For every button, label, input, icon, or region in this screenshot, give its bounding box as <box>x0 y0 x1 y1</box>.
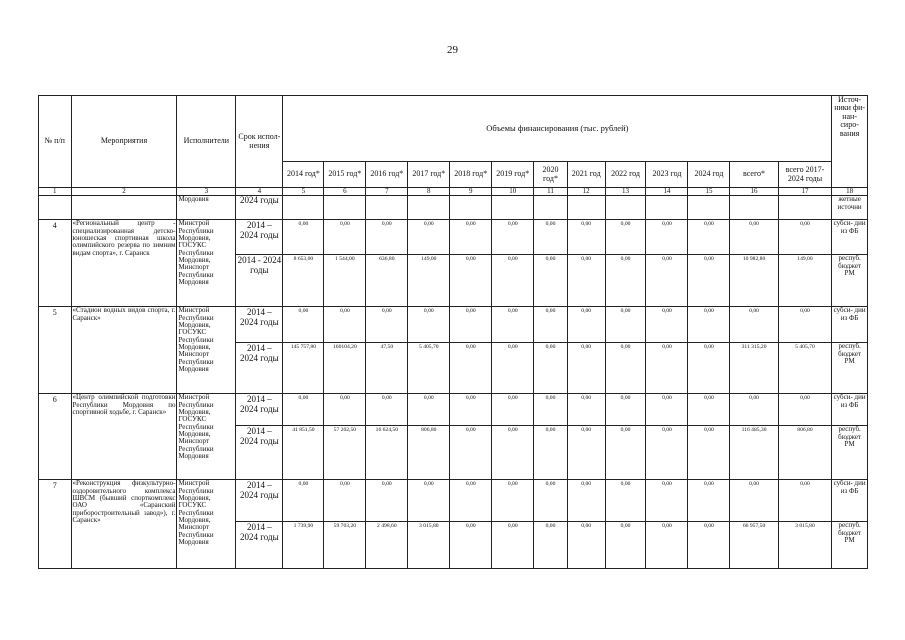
event-name: «Центр олимпийской подготовки Республики Мордовия по спортивной ходьбе, г. Саранск» <box>71 394 177 480</box>
financing-value: 0,00 <box>492 220 534 255</box>
financing-value: 0,00 <box>646 522 688 569</box>
column-number: 5 <box>283 188 324 196</box>
financing-value: 116 485,30 <box>730 426 778 480</box>
financing-value: 806,80 <box>408 426 450 480</box>
financing-value: 0,00 <box>605 255 646 307</box>
financing-value: 0,00 <box>605 480 646 522</box>
header-year: 2017 год* <box>408 162 450 188</box>
header-volumes: Объемы финансирования (тыс. рублей) <box>283 96 832 162</box>
financing-value: 0,00 <box>366 394 408 426</box>
financing-value: 0,00 <box>408 394 450 426</box>
financing-value: 0,00 <box>567 394 605 426</box>
financing-value: 0,00 <box>450 307 492 343</box>
financing-value: 0,00 <box>492 480 534 522</box>
continuation-source: жетные источни <box>832 196 868 220</box>
header-year: 2023 год <box>646 162 688 188</box>
financing-value: 1 739,90 <box>283 522 324 569</box>
header-term: Срок испол- нения <box>236 96 283 188</box>
continuation-term: 2024 годы <box>236 196 283 220</box>
continuation-executor: Мордовия <box>177 196 236 220</box>
financing-value: 0,00 <box>605 220 646 255</box>
executor: Минстрой Республики Мордовия, ГОСУКС Республики Мордовия, Минспорт Республики Мордовия <box>177 394 236 480</box>
funding-source: субси- дии из ФБ <box>832 394 868 426</box>
financing-value: 0,00 <box>408 220 450 255</box>
header-year: 2018 год* <box>450 162 492 188</box>
column-number: 14 <box>646 188 688 196</box>
financing-value: 0,00 <box>688 343 730 394</box>
column-number: 7 <box>366 188 408 196</box>
financing-value: 0,00 <box>730 394 778 426</box>
financing-value: 0,00 <box>778 394 832 426</box>
column-number: 11 <box>534 188 568 196</box>
column-number: 9 <box>450 188 492 196</box>
financing-value: 0,00 <box>567 220 605 255</box>
financing-value: 145 757,80 <box>283 343 324 394</box>
financing-value: 66 957,50 <box>730 522 778 569</box>
financing-value: 0,00 <box>605 307 646 343</box>
column-number: 8 <box>408 188 450 196</box>
column-number: 6 <box>324 188 366 196</box>
table-row <box>39 307 868 343</box>
financing-value: 0,00 <box>646 426 688 480</box>
financing-value: 41 851,50 <box>283 426 324 480</box>
financing-value: 0,00 <box>450 220 492 255</box>
financing-value: 311 315,20 <box>730 343 778 394</box>
financing-value: 2 498,60 <box>366 522 408 569</box>
funding-source: респуб. бюджет РМ <box>832 343 868 394</box>
funding-source: респуб. бюджет РМ <box>832 522 868 569</box>
column-number: 16 <box>730 188 778 196</box>
column-number: 2 <box>71 188 177 196</box>
header-year: 2021 год <box>567 162 605 188</box>
financing-value: 5 405,70 <box>778 343 832 394</box>
financing-value: 0,00 <box>567 343 605 394</box>
financing-value: 0,00 <box>366 480 408 522</box>
financing-value: 0,00 <box>492 307 534 343</box>
financing-value: 0,00 <box>567 480 605 522</box>
header-year: всего 2017- 2024 годы <box>778 162 832 188</box>
term: 2014 – 2024 годы <box>236 522 283 569</box>
financing-value: 3 015,80 <box>778 522 832 569</box>
financing-value: 0,00 <box>567 255 605 307</box>
financing-value: 0,00 <box>450 255 492 307</box>
column-number: 3 <box>177 188 236 196</box>
term: 2014 – 2024 годы <box>236 220 283 255</box>
term: 2014 – 2024 годы <box>236 426 283 480</box>
financing-value: 0,00 <box>778 307 832 343</box>
financing-value: 0,00 <box>324 394 366 426</box>
funding-source: субси- дии из ФБ <box>832 220 868 255</box>
financing-value: 8 653,00 <box>283 255 324 307</box>
financing-value: 0,00 <box>450 343 492 394</box>
financing-value: 0,00 <box>534 480 568 522</box>
event-name: «Стадион водных видов спорта, г. Саранск» <box>71 307 177 394</box>
column-number: 13 <box>605 188 646 196</box>
header-year: всего* <box>730 162 778 188</box>
financing-value: 0,00 <box>605 394 646 426</box>
financing-value: 0,00 <box>534 220 568 255</box>
financing-value: 5 405,70 <box>408 343 450 394</box>
executor: Минстрой Республики Мордовия, ГОСУКС Республики Мордовия, Минспорт Республики Мордовия <box>177 480 236 569</box>
financing-value: 10 982,80 <box>730 255 778 307</box>
financing-value: 0,00 <box>450 394 492 426</box>
term: 2014 – 2024 годы <box>236 394 283 426</box>
financing-value: 0,00 <box>646 255 688 307</box>
financing-value: 149,00 <box>408 255 450 307</box>
header-executors: Исполнители <box>177 96 236 188</box>
table-row <box>39 480 868 522</box>
financing-value: 806,80 <box>778 426 832 480</box>
financing-value: 160104,20 <box>324 343 366 394</box>
table-row <box>39 394 868 426</box>
financing-value: 0,00 <box>646 220 688 255</box>
financing-value: 0,00 <box>324 480 366 522</box>
column-number-row <box>39 188 868 196</box>
financing-value: 0,00 <box>366 307 408 343</box>
financing-value: 0,00 <box>450 426 492 480</box>
financing-value: 0,00 <box>688 307 730 343</box>
financing-value: 0,00 <box>688 522 730 569</box>
funding-source: субси- дии из ФБ <box>832 307 868 343</box>
row-number: 6 <box>39 394 72 480</box>
column-number: 4 <box>236 188 283 196</box>
financing-value: 57 202,50 <box>324 426 366 480</box>
financing-value: 0,00 <box>730 220 778 255</box>
header-row <box>39 96 868 162</box>
header-year: 2022 год <box>605 162 646 188</box>
funding-source: респуб. бюджет РМ <box>832 426 868 480</box>
financing-value: 0,00 <box>646 307 688 343</box>
header-year: 2020 год* <box>534 162 568 188</box>
financing-value: 0,00 <box>283 307 324 343</box>
financing-value: 0,00 <box>688 255 730 307</box>
funding-source: респуб. бюджет РМ <box>832 255 868 307</box>
financing-value: 59 703,20 <box>324 522 366 569</box>
financing-value: 0,00 <box>688 480 730 522</box>
financing-value: 0,00 <box>567 522 605 569</box>
financing-value: 0,00 <box>646 343 688 394</box>
header-sources: Источ- ники фи- нан- сиро- вания <box>832 96 868 188</box>
executor: Минстрой Республики Мордовия, ГОСУКС Республики Мордовия, Минспорт Республики Мордовия <box>177 307 236 394</box>
financing-table <box>38 95 868 569</box>
financing-value: 0,00 <box>778 220 832 255</box>
column-number: 12 <box>567 188 605 196</box>
financing-value: 0,00 <box>605 343 646 394</box>
column-number: 1 <box>39 188 72 196</box>
term: 2014 - 2024 годы <box>236 255 283 307</box>
financing-value: 0,00 <box>534 343 568 394</box>
header-event: Мероприятия <box>71 96 177 188</box>
column-number: 10 <box>492 188 534 196</box>
financing-value: 0,00 <box>534 307 568 343</box>
financing-value: 3 015,80 <box>408 522 450 569</box>
header-year: 2014 год* <box>283 162 324 188</box>
header-year: 2016 год* <box>366 162 408 188</box>
event-name: «Реконструкция физкультурно-оздоровительного комплекса ШВСМ (бывший спорткомплекс ОАО «Саранский приборостроительный завод»), г. Саранск» <box>71 480 177 569</box>
financing-value: 0,00 <box>730 480 778 522</box>
financing-value: 0,00 <box>492 522 534 569</box>
financing-value: 0,00 <box>567 426 605 480</box>
financing-value: 0,00 <box>605 522 646 569</box>
financing-value: 0,00 <box>688 220 730 255</box>
continuation-row <box>39 196 868 220</box>
row-number: 7 <box>39 480 72 569</box>
header-year: 2024 год <box>688 162 730 188</box>
financing-value: 0,00 <box>534 522 568 569</box>
financing-value: 0,00 <box>492 255 534 307</box>
financing-value: 1 544,00 <box>324 255 366 307</box>
financing-value: 0,00 <box>730 307 778 343</box>
financing-value: 0,00 <box>534 255 568 307</box>
column-number: 15 <box>688 188 730 196</box>
term: 2014 – 2024 годы <box>236 307 283 343</box>
financing-value: 0,00 <box>778 480 832 522</box>
column-number: 18 <box>832 188 868 196</box>
financing-value: 0,00 <box>492 394 534 426</box>
header-year: 2015 год* <box>324 162 366 188</box>
financing-value: 0,00 <box>646 480 688 522</box>
financing-value: 0,00 <box>605 426 646 480</box>
row-number: 5 <box>39 307 72 394</box>
financing-value: 149,00 <box>778 255 832 307</box>
term: 2014 – 2024 годы <box>236 480 283 522</box>
financing-value: 0,00 <box>450 480 492 522</box>
financing-value: 0,00 <box>324 220 366 255</box>
financing-value: 0,00 <box>534 426 568 480</box>
financing-value: 0,00 <box>283 220 324 255</box>
column-number: 17 <box>778 188 832 196</box>
financing-value: 0,00 <box>646 394 688 426</box>
financing-value: 0,00 <box>492 343 534 394</box>
event-name: «Региональный центр - специализированная детско-юношеская спортивная школа олимпийского резерва по зимним видам спорта», г. Саранск <box>71 220 177 307</box>
page-number: 29 <box>447 44 458 56</box>
financing-value: 0,00 <box>283 480 324 522</box>
financing-value: 0,00 <box>688 394 730 426</box>
funding-source: субси- дии из ФБ <box>832 480 868 522</box>
table-row <box>39 220 868 255</box>
financing-value: 0,00 <box>408 307 450 343</box>
financing-value: 0,00 <box>567 307 605 343</box>
financing-value: 0,00 <box>283 394 324 426</box>
financing-value: 0,00 <box>534 394 568 426</box>
row-number: 4 <box>39 220 72 307</box>
header-num: № п/п <box>39 96 72 188</box>
financing-value: 636,80 <box>366 255 408 307</box>
financing-value: 0,00 <box>408 480 450 522</box>
financing-value: 0,00 <box>324 307 366 343</box>
executor: Минстрой Республики Мордовия, ГОСУКС Республики Мордовия, Минспорт Республики Мордовия <box>177 220 236 307</box>
financing-value: 0,00 <box>366 220 408 255</box>
header-year: 2019 год* <box>492 162 534 188</box>
term: 2014 – 2024 годы <box>236 343 283 394</box>
financing-value: 0,00 <box>450 522 492 569</box>
financing-value: 0,00 <box>492 426 534 480</box>
financing-value: 0,00 <box>688 426 730 480</box>
financing-value: 16 624,50 <box>366 426 408 480</box>
financing-value: 47,50 <box>366 343 408 394</box>
